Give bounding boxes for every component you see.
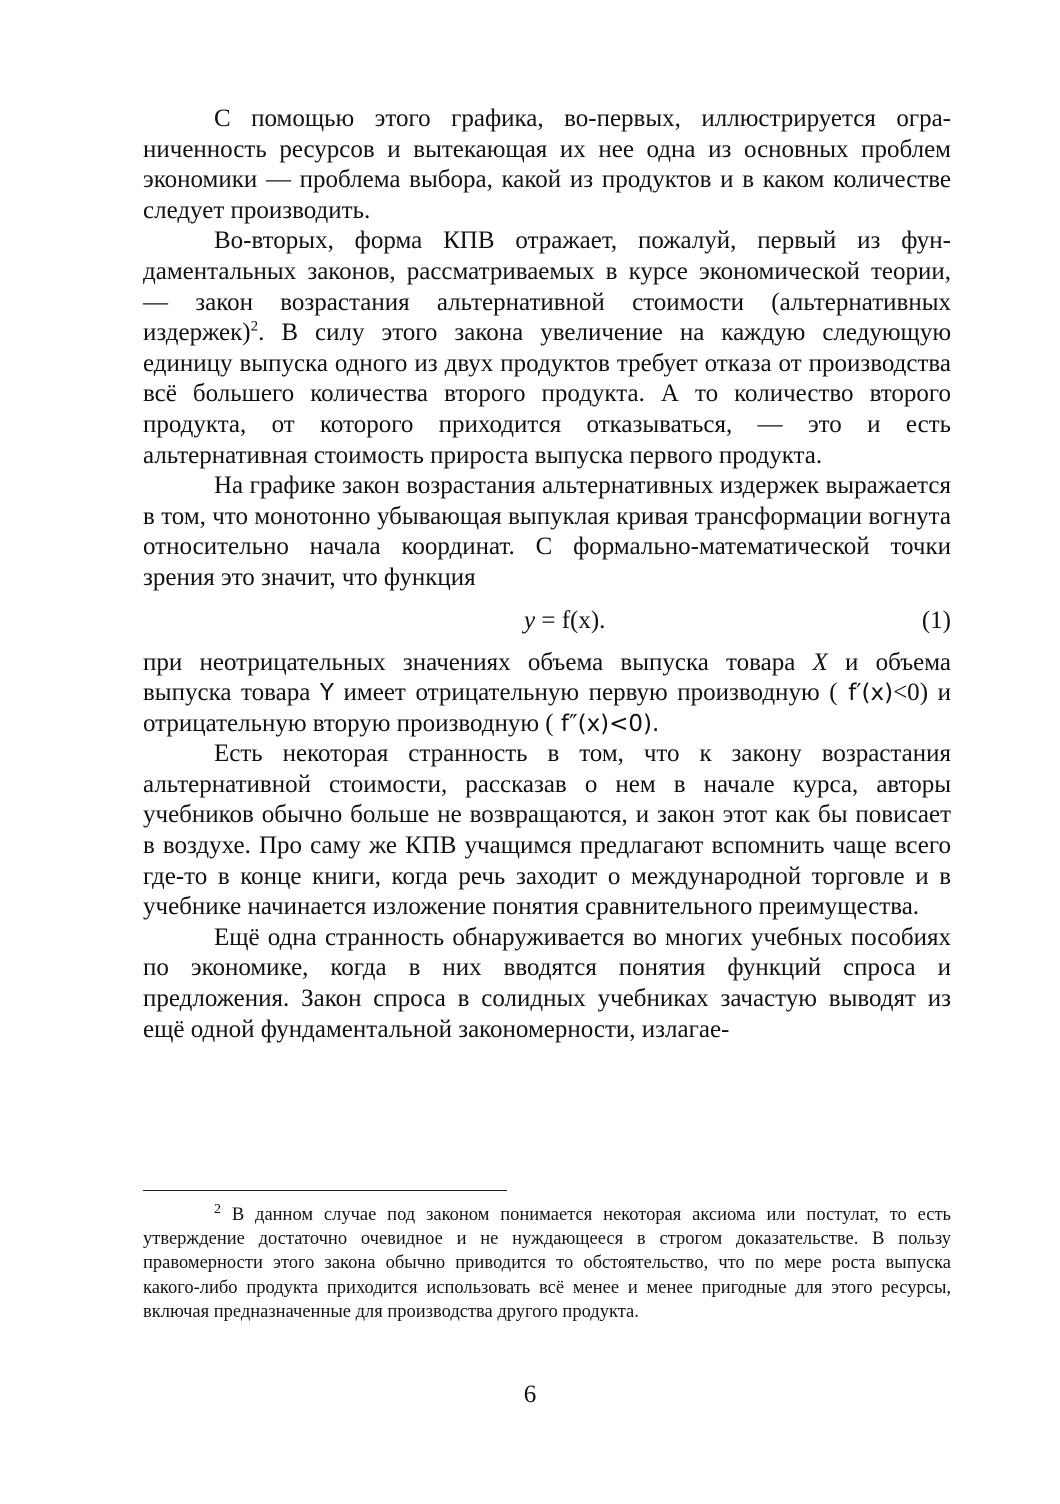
footnote-marker: 2 [214, 1201, 221, 1217]
first-derivative: f′(x) [837, 680, 894, 707]
paragraph-3-text: На графике закон возрастания альтернативных издержек выражается в том, что монотонно убывающая выпуклая кривая трансформации вогнута относительно начала координат. С формально-математической точки зрения это значит, что функция [143, 472, 951, 591]
paragraph-4-text-d: ) и отрицательную вторую производную ( [143, 679, 951, 737]
paragraph-3 [143, 471, 951, 593]
page-number: 6 [523, 1381, 537, 1408]
variable-x: X [812, 648, 828, 676]
footnote-separator [143, 1190, 507, 1191]
paragraph-4-text-b: и объема выпуска товара [143, 648, 951, 707]
paragraph-2-text-end: . В силу этого закона увеличение на каждую следующую единицу выпуска одного из двух продуктов требует отказа от производства всё большего количества второго продукта. А то количество второго продукта, от которого приходится отказываться, — это и есть альтернативная стоимость прироста выпуска первого продукта. [143, 319, 951, 469]
paragraph-5 [143, 739, 951, 923]
paragraph-6 [143, 923, 951, 1045]
formula-number: (1) [921, 606, 951, 634]
paragraph-5-text: Есть некоторая странность в том, что к закону возрастания альтернативной стоимости, рассказав о нем в начале курса, авторы учебников обычно больше не возвращаются, и закон этот как бы повисает в воздухе. Про саму же КПВ учащимся предлагают вспомнить чаще всего где-то в конце книги, когда речь заходит о международной торговле и в учебнике начинается изложение понятия сравнительного преимущества. [143, 740, 951, 921]
footnote-text: В данном случае под законом понимается некоторая аксиома или постулат, то есть утверждение достаточно очевидное и не нуждающееся в строгом доказательстве. В пользу правомерности этого закона обычно приводится то обстоятельство, что по мере роста выпуска какого-либо продукта приходится использовать всё менее и менее пригодные для этого ресурсы, включая предназначенные для производства другого продукта. [143, 1205, 951, 1322]
second-derivative-condition: <0). [609, 710, 660, 737]
paragraph-1-text: С помощью этого графика, во-первых, иллюстрируется ограниченность ресурсов и вытекающая их нее одна из основных проблем экономики — проблема выбора, какой из продуктов и в каком количестве следует производить. [143, 105, 951, 224]
first-derivative-condition: <0 [893, 679, 920, 707]
paragraph-4-text-c: имеет отрицательную первую производную ( [333, 679, 838, 707]
second-derivative: f″(x) [553, 710, 610, 737]
paragraph-6-text: Ещё одна странность обнаруживается во многих учебных пособиях по экономике, когда в них вводятся понятия функций спроса и предложения. Закон спроса в солидных учебниках зачастую выводят из ещё одной фундаментальной закономерности, излагае- [143, 923, 951, 1043]
footnote [143, 1203, 951, 1324]
paragraph-4-text-a: при неотрицательных значениях объема выпуска товара [143, 648, 813, 676]
paragraph-2 [143, 226, 951, 471]
paragraph-1 [143, 104, 951, 226]
paragraph-4 [143, 648, 951, 740]
formula-expression [524, 594, 605, 648]
formula-1 [143, 594, 951, 648]
footnote-reference: 2 [250, 318, 259, 335]
formula-function: = f(x). [535, 606, 606, 634]
paragraph-2-text-start: Во-вторых, форма КПВ отражает, пожалуй, первый из фундаментальных законов, рассматриваемых в курсе экономической теории, — закон возрастания альтернативной стоимости (альтернативных издержек) [143, 227, 951, 347]
page-body [143, 104, 951, 1045]
formula-variable: y [524, 606, 536, 634]
variable-y: Y [319, 680, 334, 707]
